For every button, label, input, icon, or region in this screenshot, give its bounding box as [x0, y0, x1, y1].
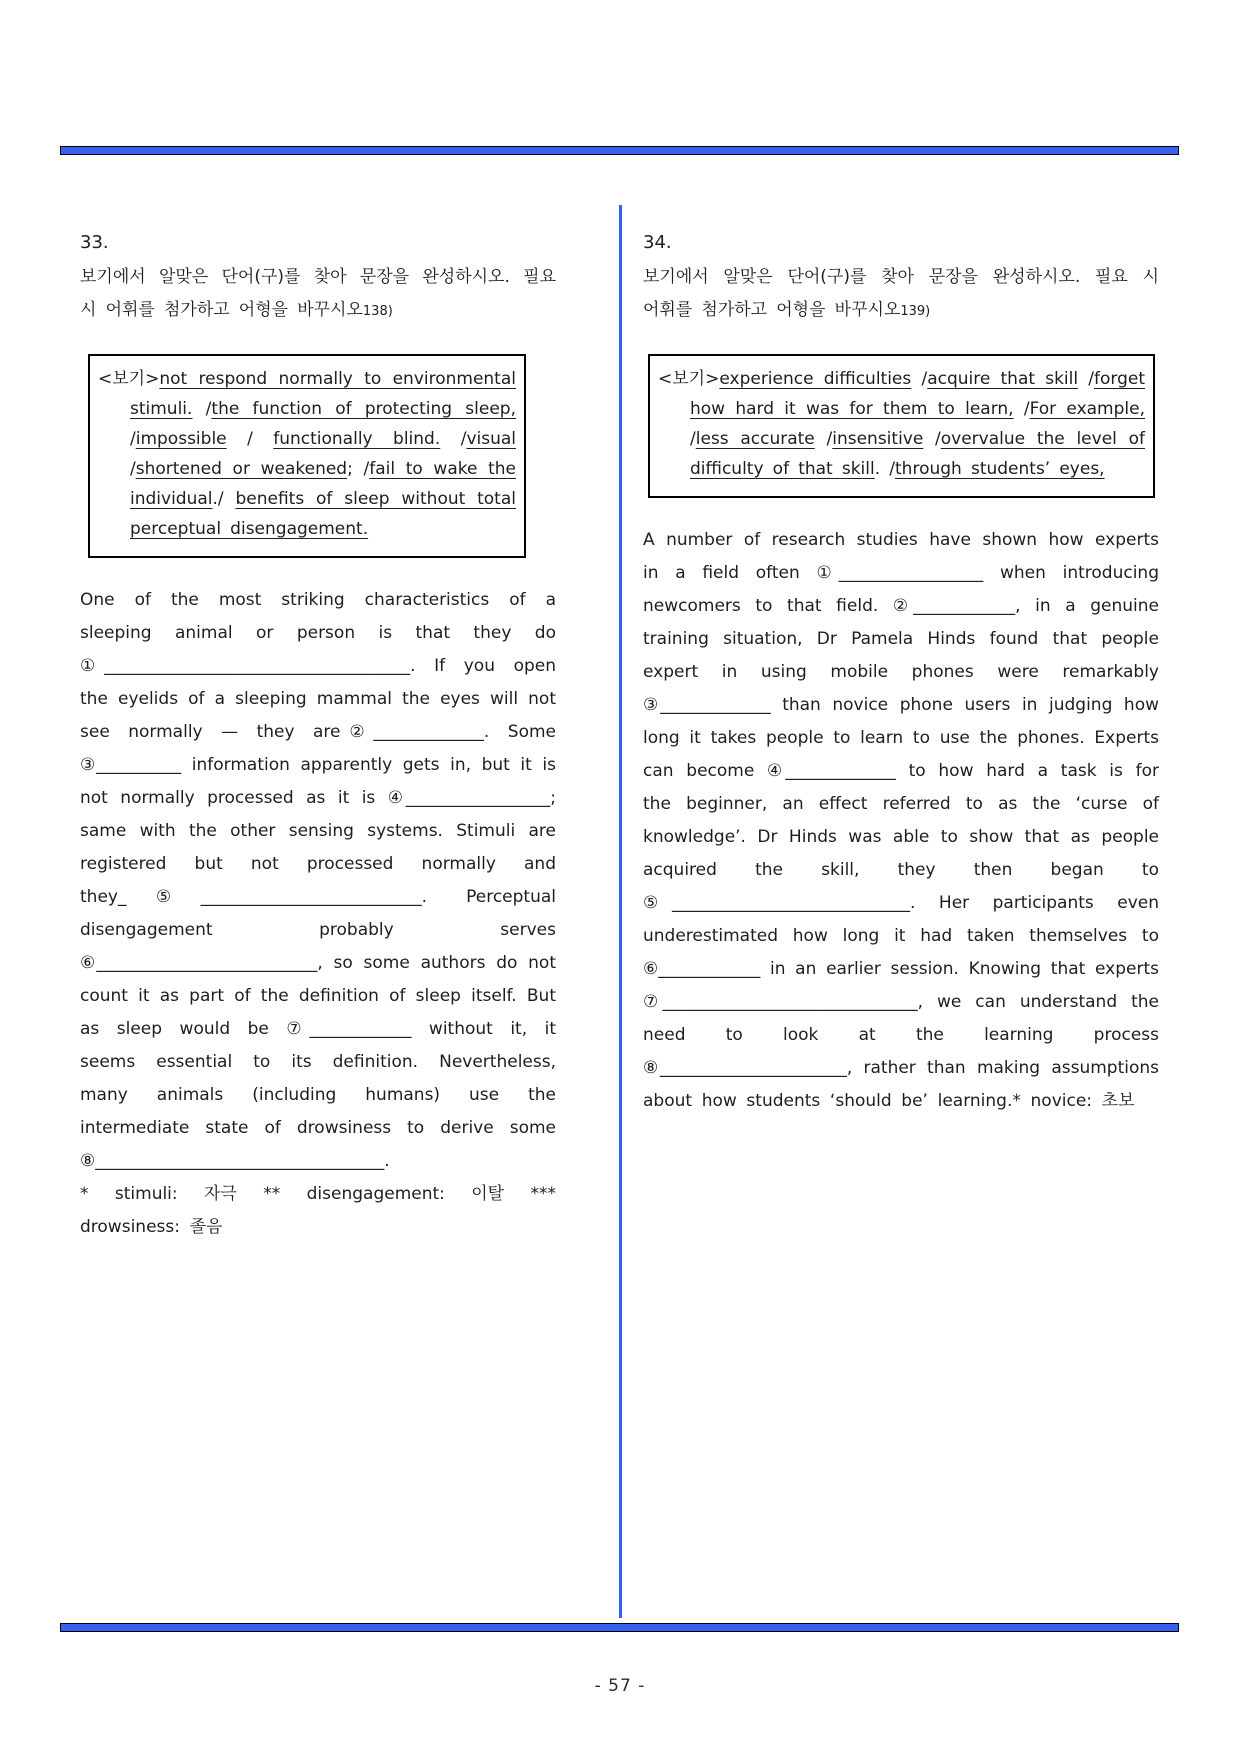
- question-number: 33.: [80, 232, 109, 253]
- instructions-text: 보기에서 알맞은 단어(구)를 찾아 문장을 완성하시오. 필요 시 어휘를 첨가하고 어형을 바꾸시오: [643, 267, 1159, 320]
- column-divider: [619, 205, 622, 1618]
- passage-text: A number of research studies have shown how experts in a field often ①_________________ when introducing newcomers to that field. ②____________, in a genuine training situation, Dr Pamela Hinds found that people expert in using mobile phones were remarkably ③_____________ than novice phone users in judging how long it takes people to learn to use the phones. Experts can become ④_____________ to how hard a task is for the beginner, an effect referred to as the ‘curse of knowledge’. Dr Hinds was able to show that as people acquired the skill, they then began to ⑤____________________________. Her participants even underestimated how long it had taken themselves to ⑥____________ in an earlier session. Knowing that experts ⑦______________________________, we can understand the need to look at the learning process ⑧______________________, rather than making assumptions about how students ‘should be’ learning.* novice: 초보: [643, 530, 1159, 1111]
- glossary-text: * stimuli: 자극 ** disengagement: 이탈 *** drowsiness: 졸음: [80, 1184, 556, 1237]
- instructions-text: 보기에서 알맞은 단어(구)를 찾아 문장을 완성하시오. 필요 시 어휘를 첨가하고 어형을 바꾸시오: [80, 267, 556, 320]
- bottom-rule: [60, 1623, 1179, 1632]
- question-34-section: [643, 228, 1159, 1118]
- question-number: 34.: [643, 232, 672, 253]
- top-rule: [60, 146, 1179, 155]
- question-33-section: [80, 228, 556, 1244]
- question-instructions: [80, 261, 556, 328]
- word-bank-content: [98, 364, 516, 544]
- page-number: - 57 -: [594, 1676, 646, 1696]
- word-bank-box: [88, 354, 526, 558]
- question-instructions: [643, 261, 1159, 328]
- word-bank-label: <보기>: [658, 369, 720, 389]
- footnote-ref: 139): [900, 304, 931, 319]
- word-bank-label: <보기>: [98, 369, 160, 389]
- word-bank-items: not respond normally to environmental stimuli. /the function of protecting sleep, /impossible / functionally blind. /visual /shortened or weakened; /fail to wake the individual./ benefits of sleep without total perceptual disengagement.: [130, 369, 516, 539]
- word-bank-box: [648, 354, 1155, 498]
- footnote-ref: 138): [362, 304, 393, 319]
- passage-text: One of the most striking characteristics of a sleeping animal or person is that they do ①____________________________________. If you open the eyelids of a sleeping mammal the eyes will not see normally — they are②_____________. Some ③__________ information apparently gets in, but it is not normally processed as it is ④_________________; same with the other sensing systems. Stimuli are registered but not processed normally and they_⑤__________________________. Perceptual disengagement probably serves ⑥__________________________, so some authors do not count it as part of the definition of sleep itself. But as sleep would be ⑦____________ without it, it seems essential to its definition. Nevertheless, many animals (including humans) use the intermediate state of drowsiness to derive some ⑧__________________________________.: [80, 590, 556, 1171]
- word-bank-content: [658, 364, 1145, 484]
- word-bank-items: experience difficulties /acquire that skill /forget how hard it was for them to learn, /For example, /less accurate /insensitive /overvalue the level of difficulty of that skill. /through students’ eyes,: [690, 369, 1146, 479]
